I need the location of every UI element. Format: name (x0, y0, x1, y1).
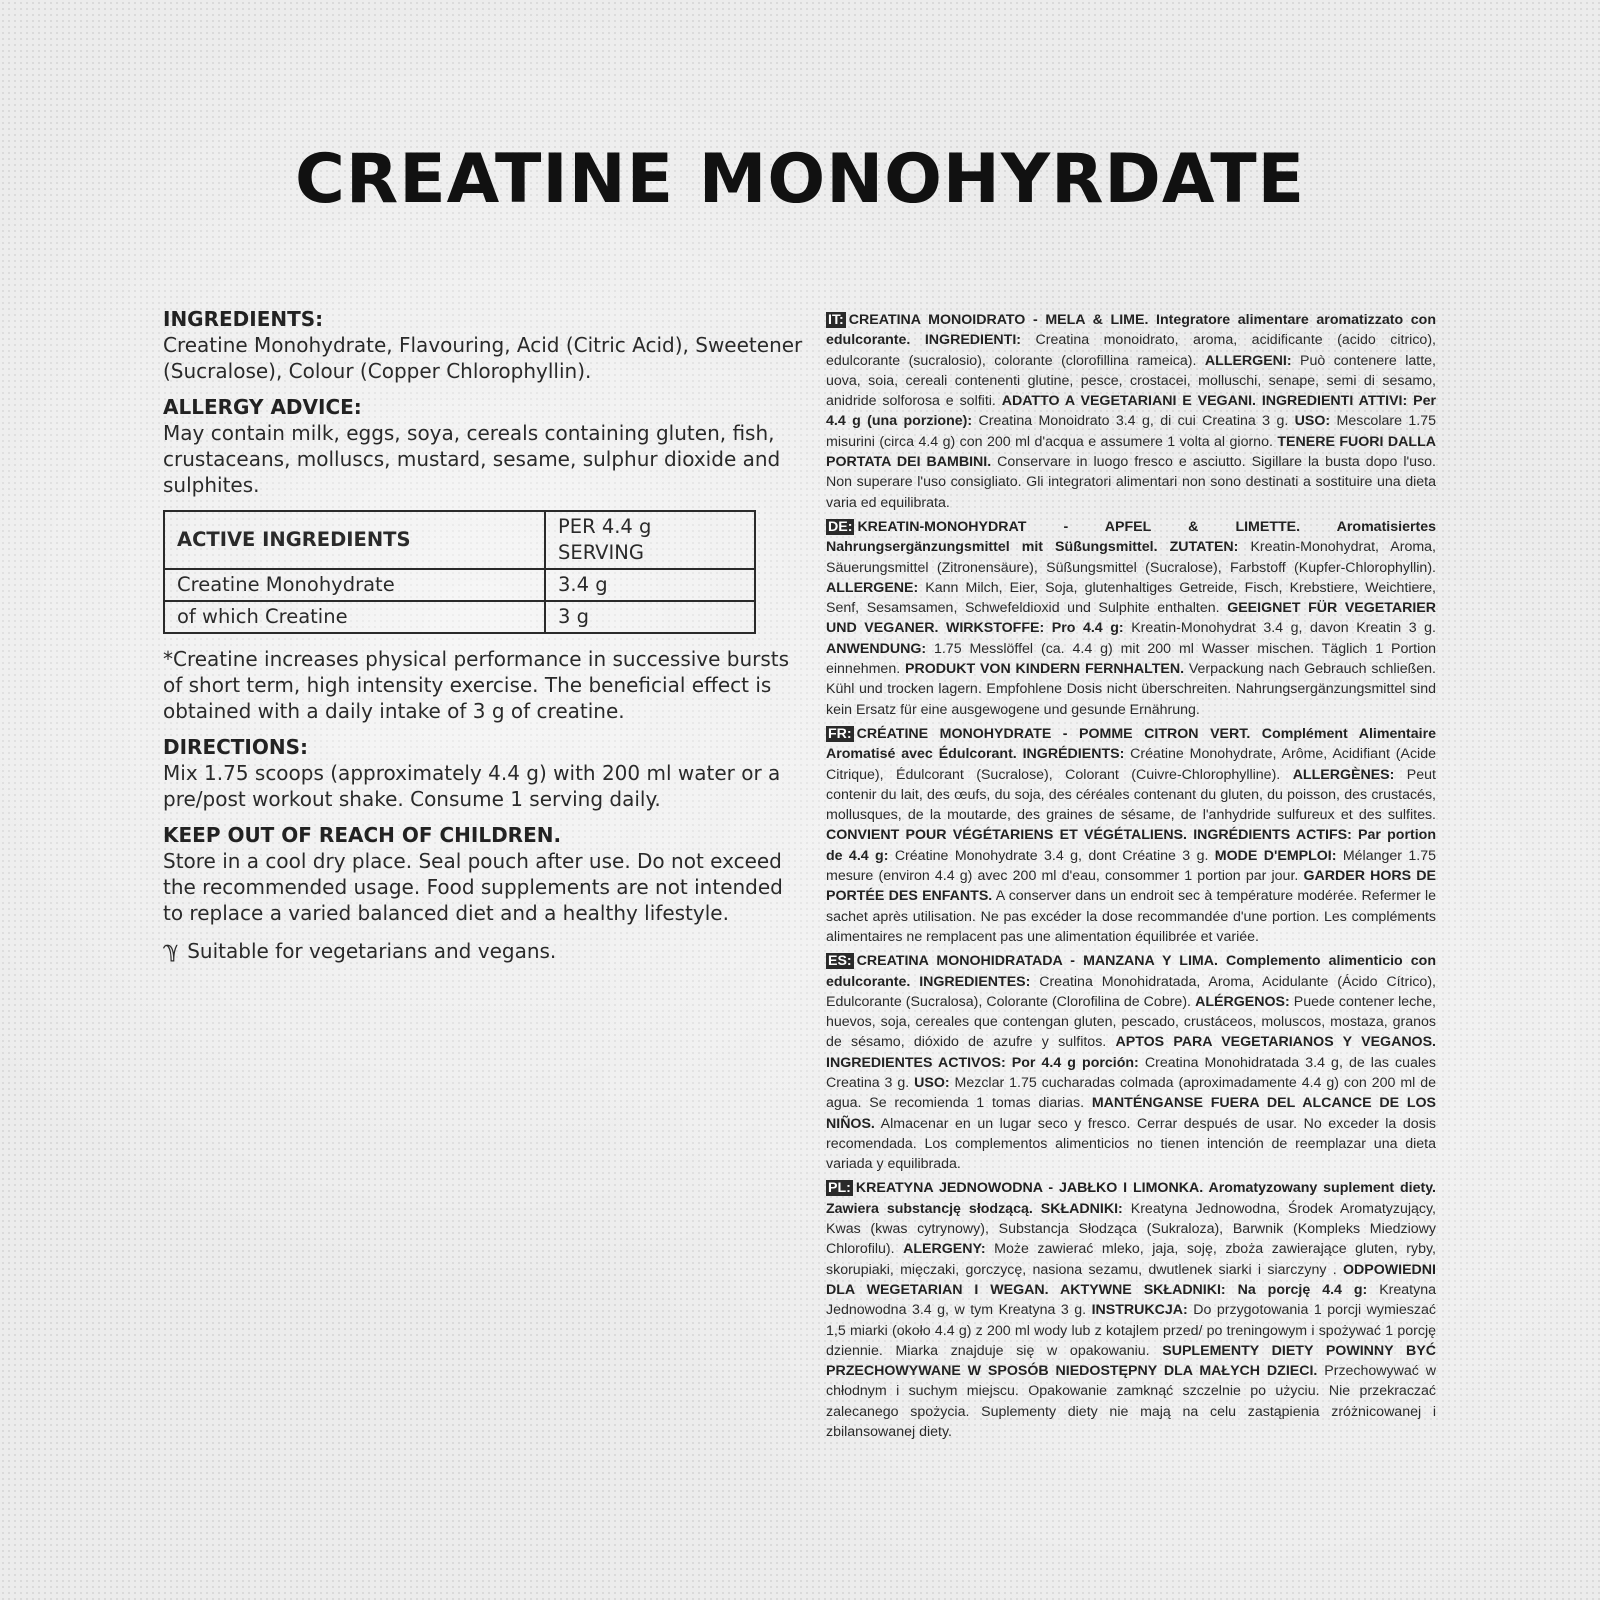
it-text-2: Può contenere latte, uova, soia, cereali contenenti glutine, pesce, crostacei, molluschi, senape, semi di sesamo, anidride solforosa e solfiti. (826, 352, 1436, 410)
vegan-notice-text: Suitable for vegetarians and vegans. (187, 939, 557, 963)
es-bold-2: ALÉRGENOS: (1195, 993, 1290, 1010)
de-bold-4: ANWENDUNG: (826, 640, 927, 657)
pl-text-4: Do przygotowania 1 porcji wymieszać 1,5 miarki (około 4.4 g) z 200 ml wody lub z kotajlem przed/ po treningowym i spożywać 1 porcję dziennie. Miarka znajduje się w opakowaniu. (826, 1302, 1436, 1359)
fr-bold-5: GARDER HORS DE PORTÉE DES ENFANTS. (826, 868, 1436, 905)
es-text-1: Creatina Monohidratada, Aroma, Acidulante (Ácido Cítrico), Edulcorante (Sucralosa), Colorante (Clorofilina de Cobre). (826, 973, 1436, 1010)
active-ingredients-table (163, 510, 756, 634)
es-bold-4: USO: (914, 1074, 950, 1091)
de-text-1: Kreatin-Monohydrat, Aroma, Säuerungsmittel (Zitronensäure), Süßungsmittel (Sucralose), Farbstoff (Kupfer-Chlorophyllin). (826, 539, 1436, 576)
lang-tag-it: IT: (828, 312, 844, 328)
de-bold-3: GEEIGNET FÜR VEGETARIER UND VEGANER. WIRKSTOFFE: Pro 4.4 g: (826, 600, 1436, 637)
es-text-4: Mezclar 1.75 cucharadas colmada (aproximadamente 4.4 g) con 200 ml de agua. Se recomienda 1 tomas diarias. (826, 1074, 1436, 1112)
it-bold-4: USO: (1294, 413, 1331, 430)
it-text-1: Creatina monoidrato, aroma, acidificante (acido citrico), edulcorante (sucralosio), colorante (clorofillina rameica). (826, 332, 1436, 369)
table-cell: Creatine Monohydrate (164, 569, 545, 601)
fr-bold-4: MODE D'EMPLOI: (1214, 847, 1337, 864)
keep-out-heading: KEEP OUT OF REACH OF CHILDREN. (163, 823, 562, 847)
fr-bold-3: CONVIENT POUR VÉGÉTARIENS ET VÉGÉTALIENS. INGRÉDIENTS ACTIFS: Par portion de 4.4 g: (826, 827, 1436, 864)
pl-bold-1: KREATYNA JEDNOWODNA - JABŁKO I LIMONKA. Aromatyzowany suplement diety. Zawiera substancję słodzącą. SKŁADNIKI: (826, 1180, 1436, 1217)
de-text-3: Kreatin-Monohydrat 3.4 g, davon Kreatin 3 g. (1123, 620, 1436, 637)
es-text-5: Almacenar en un lugar seco y fresco. Cerrar después de usar. No exceder la dosis recomendada. Los complementos alimenticios no tienen intención de reemplazar una dieta variada y equilibrada. (826, 1115, 1436, 1173)
allergy-text: May contain milk, eggs, soya, cereals containing gluten, fish, crustaceans, molluscs, mustard, sesame, sulphur dioxide and sulphites. (163, 421, 781, 497)
pl-bold-2: ALERGENY: (903, 1241, 986, 1258)
lang-block-fr (826, 724, 1436, 947)
allergy-heading: ALLERGY ADVICE: (163, 395, 362, 419)
es-bold-5: MANTÉNGANSE FUERA DEL ALCANCE DE LOS NIÑOS. (826, 1095, 1436, 1132)
pl-text-3: Kreatyna Jednowodna 3.4 g, w tym Kreatyna 3 g. (826, 1281, 1436, 1319)
it-bold-3: ADATTO A VEGETARIANI E VEGANI. INGREDIENTI ATTIVI: Per 4.4 g (una porzione): (826, 393, 1436, 430)
it-bold-2: ALLERGENI: (1204, 352, 1292, 369)
table-header-row (164, 511, 755, 569)
table-row (164, 569, 755, 601)
de-bold-5: PRODUKT VON KINDERN FERNHALTEN. (904, 661, 1185, 678)
pl-text-2: Może zawierać mleko, jaja, soję, zboża zawierające gluten, ryby, skorupiaki, mięczaki, gorczycę, nasiona sezamu, dwutlenek siarki i siarczyny . (826, 1241, 1436, 1278)
creatine-claim-footnote: *Creatine increases physical performance in successive bursts of short term, high intensity exercise. The beneficial effect is obtained with a daily intake of 3 g of creatine. (163, 647, 790, 723)
keep-out-section (163, 822, 808, 926)
directions-text: Mix 1.75 scoops (approximately 4.4 g) with 200 ml water or a pre/post workout shake. Consume 1 serving daily. (163, 761, 781, 811)
english-label-column (163, 306, 808, 964)
table-cell: 3.4 g (545, 569, 755, 601)
de-bold-2: ALLERGENE: (826, 579, 919, 596)
storage-text: Store in a cool dry place. Seal pouch after use. Do not exceed the recommended usage. Food supplements are not intended to replace a varied balanced diet and a healthy lifestyle. (163, 849, 783, 925)
it-bold-1: CREATINA MONOIDRATO - MELA & LIME. Integratore alimentare aromatizzato con edulcorante. INGREDIENTI: (826, 312, 1436, 349)
it-text-3: Creatina Monoidrato 3.4 g, di cui Creatina 3 g. (972, 413, 1295, 430)
table-cell: of which Creatine (164, 601, 545, 633)
fr-text-2: Peut contenir du lait, des œufs, du soja, des céréales contenant du gluten, du poisson, des crustacés, mollusques, de la moutarde, des graines de sésame, de l'anhydride sulfureux et des sulfites. (826, 766, 1436, 824)
directions-section (163, 734, 808, 812)
pl-bold-5: SUPLEMENTY DIETY POWINNY BYĆ PRZECHOWYWANE W SPOSÓB NIEDOSTĘPNY DLA MAŁYCH DZIECI. (826, 1342, 1436, 1380)
page-title: CREATINE MONOHYRDATE (294, 140, 1306, 219)
multilingual-label-column (826, 310, 1436, 1446)
table-row (164, 601, 755, 633)
lang-tag-es: ES: (828, 953, 852, 970)
de-bold-1: KREATIN-MONOHYDRAT - APFEL & LIMETTE. Aromatisiertes Nahrungsergänzungsmittel mit Süßungsmittel. ZUTATEN: (826, 518, 1436, 556)
ingredients-text: Creatine Monohydrate, Flavouring, Acid (Citric Acid), Sweetener (Sucralose), Colour (Copper Chlorophyllin). (163, 333, 803, 383)
es-text-3: Creatina Monohidratada 3.4 g, de las cuales Creatina 3 g. (826, 1054, 1437, 1091)
de-text-2: Kann Milch, Eier, Soja, glutenhaltiges Getreide, Fisch, Krebstiere, Weichtiere, Senf, Sesamsamen, Schwefeldioxid und Sulphite enthalten. (826, 579, 1436, 617)
pl-text-1: Kreatyna Jednowodna, Środek Aromatyzujący, Kwas (kwas cytrynowy), Substancja Słodząca (Sukraloza), Barwnik (Kompleks Miedziowy Chlorofilu). (826, 1200, 1436, 1258)
lang-block-pl (826, 1178, 1436, 1442)
pl-bold-3: ODPOWIEDNI DLA WEGETARIAN I WEGAN. AKTYWNE SKŁADNIKI: Na porcję 4.4 g: (826, 1261, 1436, 1298)
fr-bold-1: CRÉATINE MONOHYDRATE - POMME CITRON VERT. Complément Alimentaire Aromatisé avec Édulcorant. INGRÉDIENTS: (826, 725, 1436, 763)
es-text-2: Puede contener leche, huevos, soja, cereales que contengan gluten, pescado, crustáceos, moluscos, mostaza, granos de sésamo, dióxido de azufre y sulfitos. (826, 993, 1436, 1051)
pl-text-5: Przechowywać w chłodnym i suchym miejscu. Opakowanie zamknąć szczelnie po użyciu. Nie przekraczać zalecanego spożycia. Suplementy diety nie mają na celu zastąpienia zróżnicowanej i zbilansowanej diety. (826, 1363, 1436, 1441)
vegan-notice (163, 938, 808, 964)
vegan-v-icon: ℽ (163, 938, 179, 963)
it-bold-5: TENERE FUORI DALLA PORTATA DEI BAMBINI. (826, 433, 1437, 471)
de-text-5: Verpackung nach Gebrauch schließen. Kühl und trocken lagern. Empfohlene Dosis nicht überschreiten. Nahrungsergänzungsmittel sind kein Ersatz für eine ausgewogene und gesunde Ernährung. (826, 661, 1436, 718)
it-text-5: Conservare in luogo fresco e asciutto. Sigillare la busta dopo l'uso. Non superare l'uso consigliato. Gli integratori alimentari non sono destinati a sostituire una dieta varia ed equilibrata. (826, 454, 1437, 511)
directions-heading: DIRECTIONS: (163, 735, 309, 759)
pl-bold-4: INSTRUKCJA: (1091, 1302, 1188, 1319)
it-text-4: Mescolare 1.75 misurini (circa 4.4 g) con 200 ml d'acqua e assumere 1 volta al giorno. (826, 413, 1436, 450)
es-bold-1: CREATINA MONOHIDRATADA - MANZANA Y LIMA. Complemento alimenticio con edulcorante. INGREDIENTES: (826, 953, 1436, 990)
table-cell: 3 g (545, 601, 755, 633)
lang-block-it (826, 310, 1436, 513)
lang-tag-fr: FR: (828, 725, 852, 742)
fr-bold-2: ALLERGÈNES: (1292, 766, 1395, 783)
fr-text-3: Créatine Monohydrate 3.4 g, dont Créatine 3 g. (888, 847, 1215, 864)
table-header-cell: PER 4.4 g SERVING (545, 511, 755, 569)
es-bold-3: APTOS PARA VEGETARIANOS Y VEGANOS. INGREDIENTES ACTIVOS: Por 4.4 g porción: (826, 1034, 1437, 1071)
ingredients-heading: INGREDIENTS: (163, 307, 324, 331)
lang-block-es (826, 951, 1436, 1174)
table-header-cell: ACTIVE INGREDIENTS (164, 511, 545, 569)
lang-tag-de: DE: (828, 518, 853, 535)
fr-text-1: Créatine Monohydrate, Arôme, Acidifiant (Acide Citrique), Édulcorant (Sucralose), Colorant (Cuivre-Chlorophylline). (826, 746, 1436, 783)
fr-text-5: A conserver dans un endroit sec à température modérée. Refermer le sachet après utilisation. Ne pas excéder la dose recommandée d'une portion. Les compléments alimentaires ne remplacent pas une alimentation équilibrée et variée. (826, 888, 1437, 945)
lang-tag-pl: PL: (828, 1180, 851, 1197)
lang-block-de (826, 517, 1436, 720)
ingredients-section (163, 306, 808, 384)
allergy-section (163, 394, 808, 498)
de-text-4: 1.75 Messlöffel (ca. 4.4 g) mit 200 ml Wasser mischen. Täglich 1 Portion einnehmen. (826, 640, 1436, 678)
fr-text-4: Mélanger 1.75 mesure (environ 4.4 g) avec 200 ml d'eau, consommer 1 portion par jour. (826, 847, 1436, 885)
